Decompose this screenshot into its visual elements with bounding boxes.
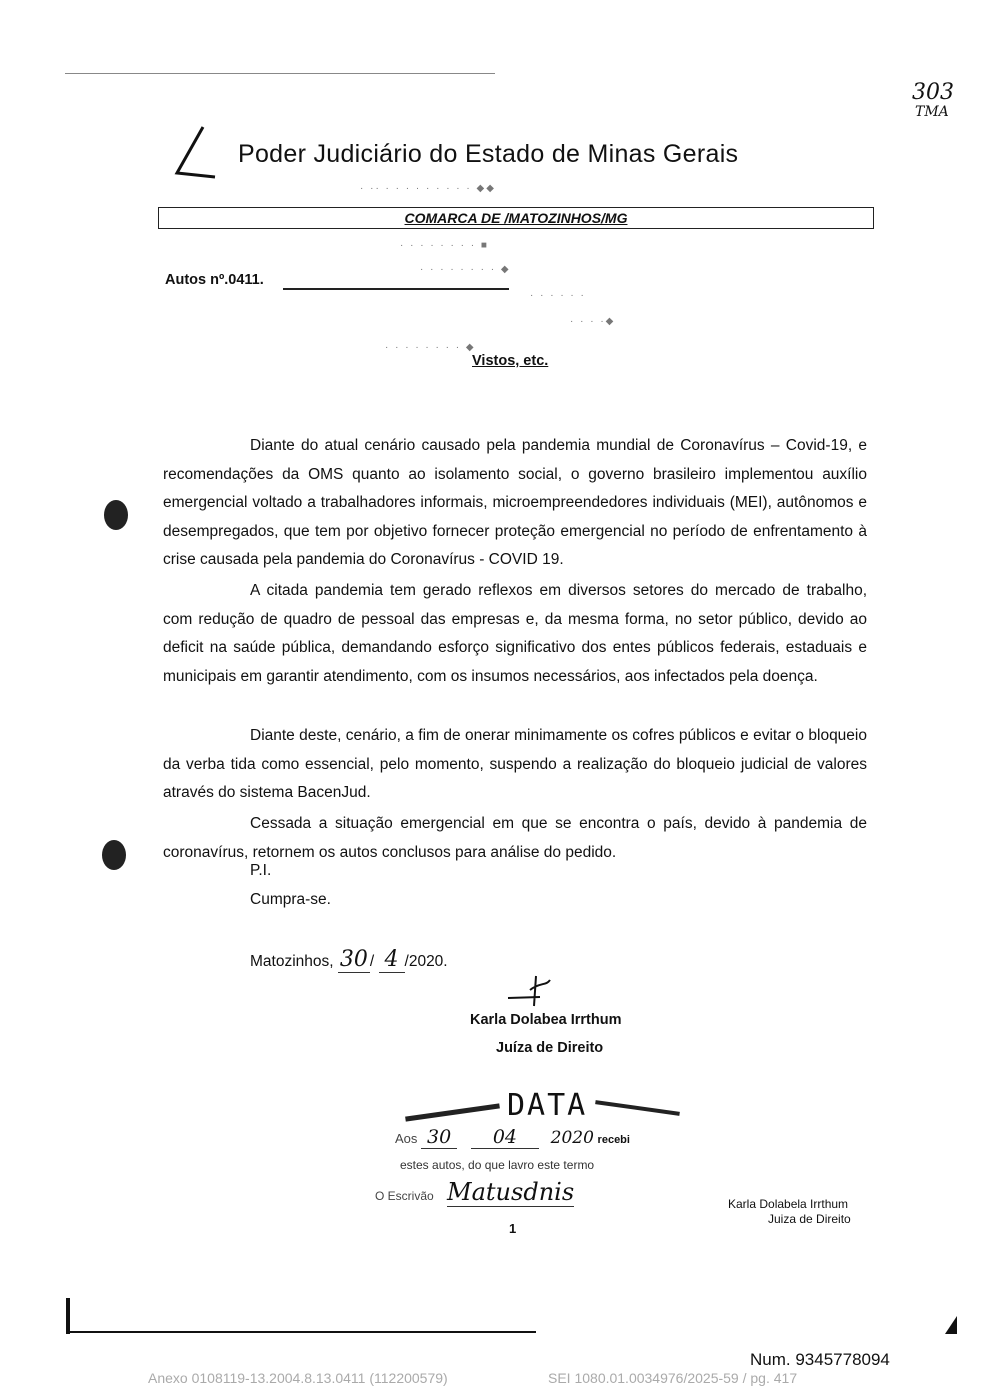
- redacted-line-5: · · · · · · · · ◆: [385, 342, 476, 353]
- redacted-text: · ·· · · · · · · · · · ◆◆: [360, 183, 496, 194]
- redacted-line-4: · · · ·◆: [570, 316, 616, 327]
- date-line: Matozinhos, 30 / 4 /2020.: [250, 947, 448, 972]
- judge-signature: [500, 970, 560, 1012]
- slash-mark-icon: [165, 125, 225, 185]
- stamp-month: 04: [471, 1126, 539, 1149]
- data-stamp: [375, 1088, 725, 1206]
- stamp-line-2: estes autos, do que lavro este termo: [400, 1158, 595, 1172]
- stamp-bar-left: [405, 1103, 500, 1121]
- footer-signature-title: Juiza de Direito: [768, 1212, 851, 1226]
- stamp-heading: DATA: [507, 1088, 588, 1123]
- bottom-left-rule-vertical: [66, 1298, 70, 1334]
- stamp-escrivao-row: [375, 1178, 705, 1206]
- redacted-line-1: · · · · · · · · ■: [400, 240, 489, 251]
- stamp-day: 30: [421, 1126, 457, 1149]
- date-day-handwritten: 30: [339, 947, 368, 972]
- autos-underline: [283, 288, 509, 290]
- stamp-received: recebi: [597, 1134, 630, 1146]
- cumpra-label: Cumpra-se.: [250, 891, 331, 908]
- body-paragraph-1: Diante do atual cenário causado pela pandemia mundial de Coronavírus – Covid-19, e recomendações da OMS quanto ao isolamento social, o governo brasileiro implementou auxílio emergencial voltado a trabalhadores informais, microempreendedores individuais (MEI), autônomos e desempregados, que tem por objetivo fornecer proteção emergencial no período de enfrentamento à crise causada pela pandemia do Coronavírus - COVID 19.: [163, 437, 867, 569]
- body-paragraph-3: Diante deste, cenário, a fim de onerar minimamente os cofres públicos e evitar o bloqueio da verba tida como essencial, pelo momento, suspendo a realização do bloqueio judicial de valores através do sistema BacenJud.: [163, 727, 867, 802]
- document-number: Num. 9345778094: [750, 1350, 890, 1369]
- redacted-line-3: · · · · · ·: [530, 290, 586, 301]
- sei-reference: SEI 1080.01.0034976/2025-59 / pg. 417: [548, 1370, 798, 1386]
- vistos-label: Vistos, etc.: [472, 353, 549, 369]
- hole-punch-mark-top: [104, 500, 128, 530]
- footer-signature-name: Karla Dolabela Irrthum: [728, 1197, 849, 1211]
- handwritten-initials: TMA: [915, 104, 949, 120]
- stamp-date-row: [395, 1126, 725, 1148]
- stamp-escrivao-label: O Escrivão: [375, 1189, 434, 1203]
- stamp-aos-label: Aos: [395, 1131, 418, 1146]
- stamp-year: 2020: [550, 1128, 594, 1148]
- page-index: 1: [509, 1221, 517, 1236]
- annex-reference: Anexo 0108119-13.2004.8.13.0411 (112200579): [148, 1370, 448, 1386]
- corner-triangle-icon: [945, 1316, 959, 1334]
- comarca-label: COMARCA DE /MATOZINHOS/MG: [404, 210, 628, 226]
- body-paragraph-4: Cessada a situação emergencial em que se encontra o país, devido à pandemia de coronavírus, retornem os autos conclusos para análise do pedido.: [163, 815, 867, 861]
- judge-name: Karla Dolabea Irrthum: [470, 1012, 622, 1028]
- date-place: Matozinhos,: [250, 953, 334, 970]
- bottom-rule: [66, 1331, 536, 1333]
- comarca-box: [158, 207, 874, 229]
- stamp-escrivao-signature: Matusdnis: [447, 1178, 575, 1206]
- stamp-bar-right: [595, 1100, 680, 1116]
- top-rule: [65, 73, 495, 74]
- judge-title: Juíza de Direito: [496, 1040, 604, 1056]
- date-month-handwritten: 4: [379, 947, 405, 973]
- pi-label: P.I.: [250, 862, 272, 879]
- autos-label: Autos nº.0411.: [165, 272, 264, 288]
- page-header-title: Poder Judiciário do Estado de Minas Gerais: [238, 140, 739, 168]
- hole-punch-mark-bottom: [102, 840, 126, 870]
- redacted-line-2: · · · · · · · · ◆: [420, 264, 511, 275]
- date-year: /2020.: [404, 953, 448, 970]
- body-paragraph-2: A citada pandemia tem gerado reflexos em diversos setores do mercado de trabalho, com redução de quadro de pessoal das empresas e, da mesma forma, no setor público, devido ao deficit na saúde pública, demandando esforço significativo dos entes públicos federais, estaduais e municipais em garantir atendimento, com os insumos necessários, aos infectados pela doença.: [163, 582, 867, 685]
- handwritten-page-number: 303: [912, 80, 954, 105]
